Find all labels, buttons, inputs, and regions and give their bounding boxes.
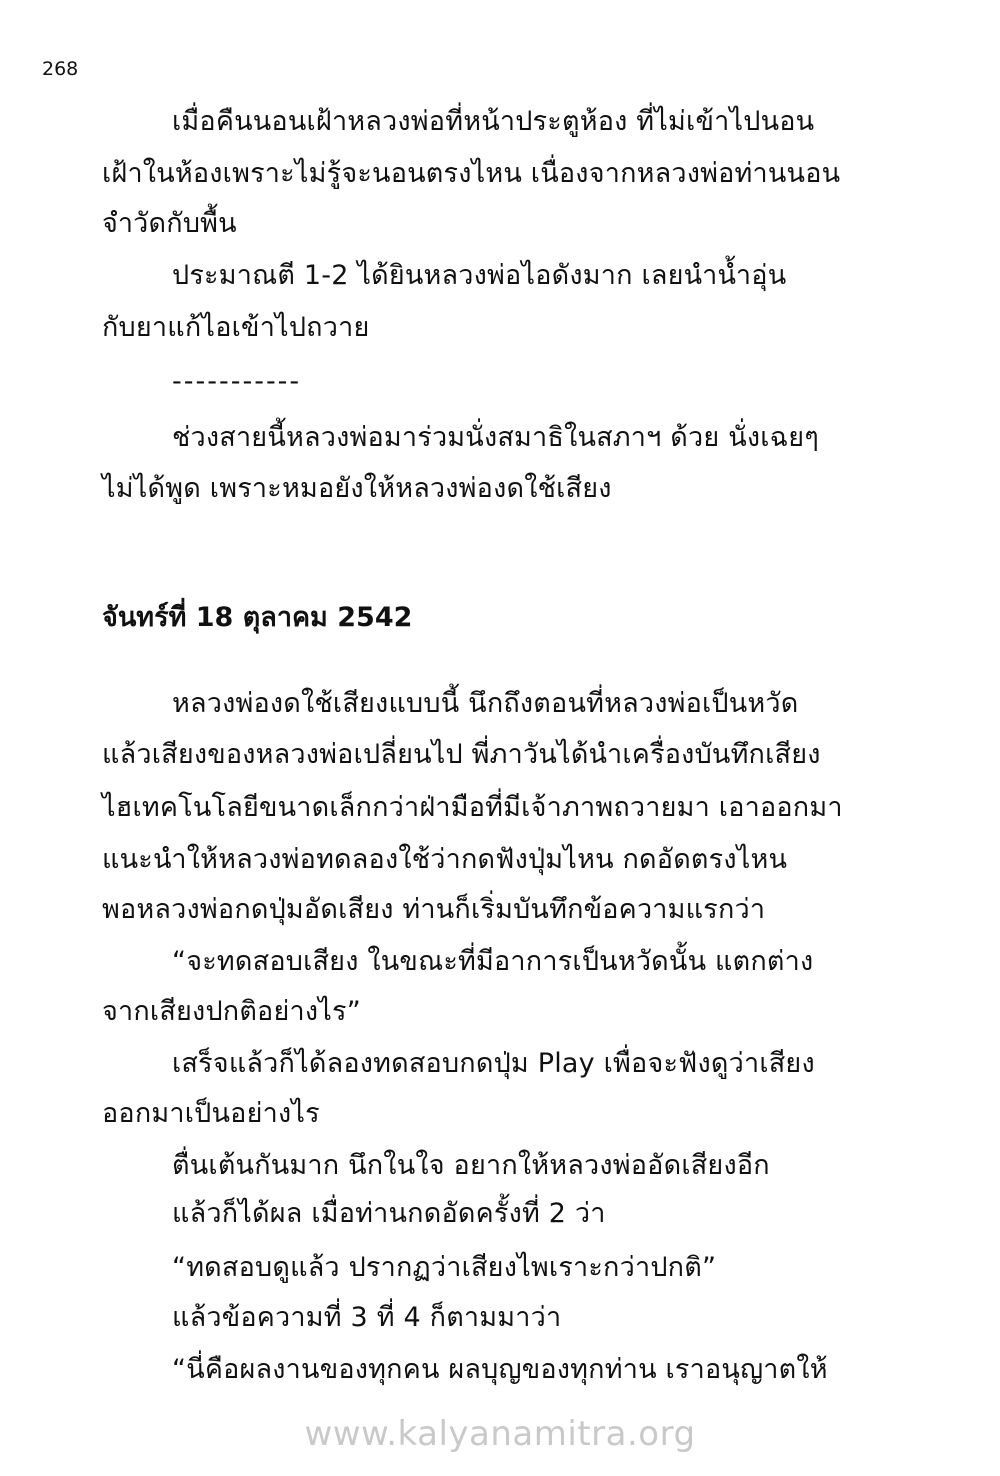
paragraph-line: กับยาแก้ไอเข้าไปถวาย: [102, 312, 370, 343]
paragraph-line: แล้วเสียงของหลวงพ่อเปลี่ยนไป พี่ภาวันได้นำเครื่องบันทึกเสียง: [102, 739, 821, 770]
paragraph-line: พอหลวงพ่อกดปุ่มอัดเสียง ท่านก็เริ่มบันทึกข้อความแรกว่า: [102, 894, 766, 925]
paragraph-line: ไฮเทคโนโลยีขนาดเล็กกว่าฝ่ามือที่มีเจ้าภาพถวายมา เอาออกมา: [102, 792, 843, 823]
paragraph-line: แล้วข้อความที่ 3 ที่ 4 ก็ตามมาว่า: [172, 1302, 562, 1333]
watermark: www.kalyanamitra.org: [304, 1414, 696, 1454]
paragraph-line: แล้วก็ได้ผล เมื่อท่านกดอัดครั้งที่ 2 ว่า: [172, 1198, 606, 1229]
paragraph-line: จำวัดกับพื้น: [102, 208, 237, 239]
paragraph-line: ประมาณตี 1-2 ได้ยินหลวงพ่อไอดังมาก เลยนำน้ำอุ่น: [172, 260, 787, 291]
page-number: 268: [42, 58, 79, 80]
paragraph-line: หลวงพ่องดใช้เสียงแบบนี้ นึกถึงตอนที่หลวงพ่อเป็นหวัด: [172, 688, 799, 719]
quote-line: “ทดสอบดูแล้ว ปรากฏว่าเสียงไพเราะกว่าปกติ”: [172, 1252, 717, 1283]
date-heading: จันทร์ที่ 18 ตุลาคม 2542: [102, 602, 413, 633]
paragraph-line: เฝ้าในห้องเพราะไม่รู้จะนอนตรงไหน เนื่องจากหลวงพ่อท่านนอน: [102, 158, 841, 189]
paragraph-line: ตื่นเต้นกันมาก นึกในใจ อยากให้หลวงพ่ออัดเสียงอีก: [172, 1150, 770, 1181]
quote-line: จากเสียงปกติอย่างไร”: [102, 996, 361, 1027]
quote-line: “นี่คือผลงานของทุกคน ผลบุญของทุกท่าน เราอนุญาตให้: [172, 1354, 828, 1385]
paragraph-line: ช่วงสายนี้หลวงพ่อมาร่วมนั่งสมาธิในสภาฯ ด้วย นั่งเฉยๆ: [172, 422, 819, 453]
paragraph-line: เมื่อคืนนอนเฝ้าหลวงพ่อที่หน้าประตูห้อง ที่ไม่เข้าไปนอน: [172, 106, 815, 137]
quote-line: “จะทดสอบเสียง ในขณะที่มีอาการเป็นหวัดนั้น แตกต่าง: [172, 946, 814, 977]
paragraph-line: เสร็จแล้วก็ได้ลองทดสอบกดปุ่ม Play เพื่อจะฟังดูว่าเสียง: [172, 1048, 815, 1079]
paragraph-line: ไม่ได้พูด เพราะหมอยังให้หลวงพ่องดใช้เสียง: [102, 473, 612, 504]
paragraph-line: ออกมาเป็นอย่างไร: [102, 1098, 320, 1129]
paragraph-line: แนะนำให้หลวงพ่อทดลองใช้ว่ากดฟังปุ่มไหน กดอัดตรงไหน: [102, 844, 788, 875]
section-separator: -----------: [172, 366, 302, 397]
